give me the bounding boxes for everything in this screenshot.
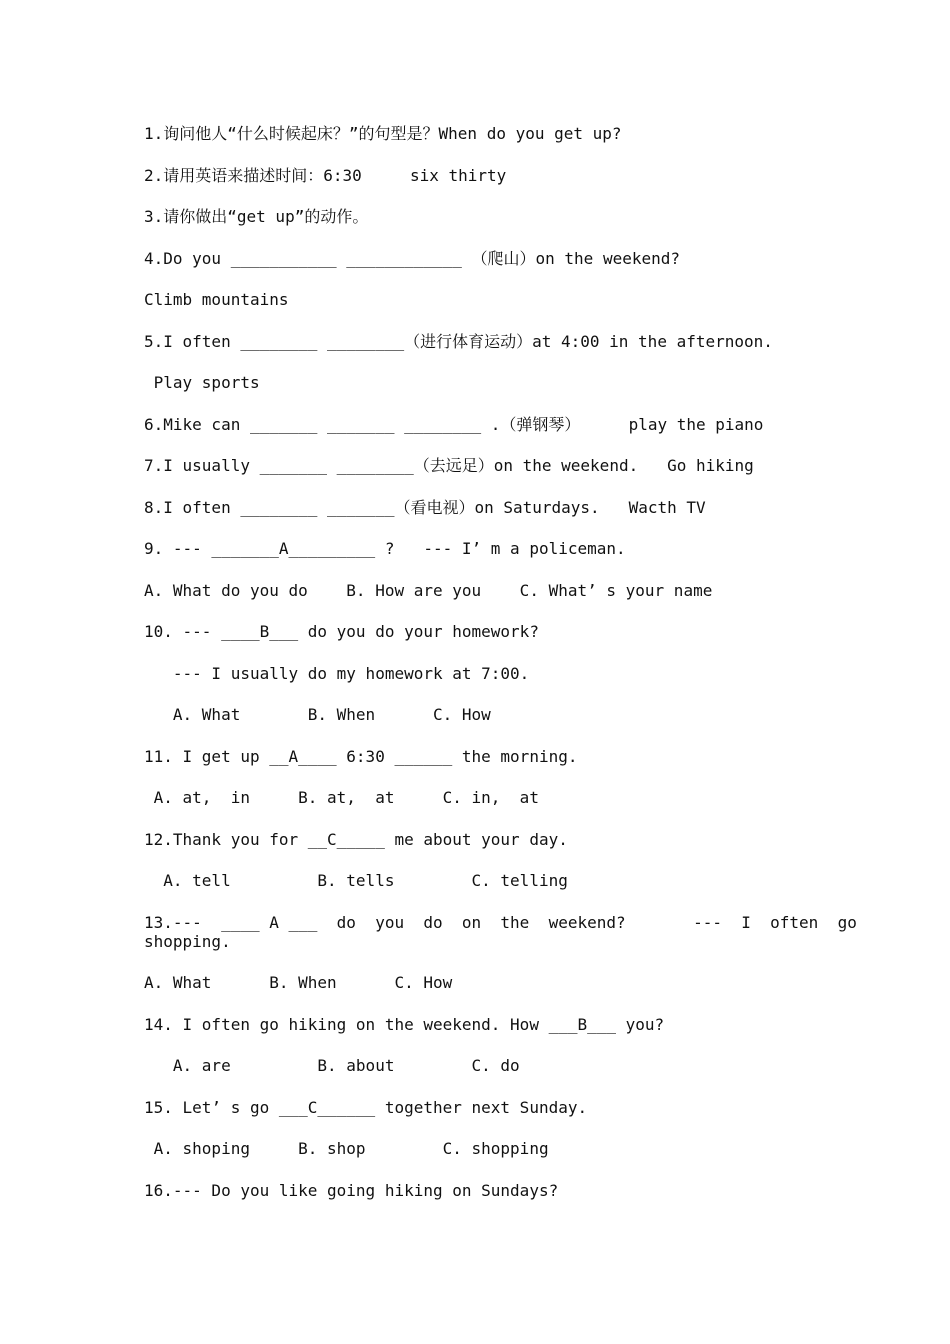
question-1: 1.询问他人“什么时候起床？”的句型是？When do you get up? <box>144 124 622 143</box>
question-7: 7.I usually _______ ________（去远足）on the weekend. Go hiking <box>144 456 754 475</box>
options-15: A. shoping B. shop C. shopping <box>144 1139 549 1158</box>
options-13: A. What B. When C. How <box>144 973 453 992</box>
question-13: 13.--- ____ A ___ do you do on the weekend? --- I often go <box>144 913 857 932</box>
question-8: 8.I often ________ _______（看电视）on Saturdays. Wacth TV <box>144 498 706 517</box>
answer-4: Climb mountains <box>144 290 289 309</box>
question-4: 4.Do you ___________ ____________ （爬山）on the weekend? <box>144 249 681 268</box>
question-15: 15. Let’ s go ___C______ together next Sunday. <box>144 1098 588 1117</box>
options-12: A. tell B. tells C. telling <box>144 871 568 890</box>
question-2: 2.请用英语来描述时间：6:30 six thirty <box>144 166 507 185</box>
question-10: 10. --- ____B___ do you do your homework? <box>144 622 539 641</box>
question-10-reply: --- I usually do my homework at 7:00. <box>144 664 530 683</box>
question-12: 12.Thank you for __C_____ me about your day. <box>144 830 568 849</box>
question-13-wrap: shopping. <box>144 932 231 951</box>
question-6: 6.Mike can _______ _______ ________ .（弹钢琴） play the piano <box>144 415 764 434</box>
options-11: A. at, in B. at, at C. in, at <box>144 788 539 807</box>
answer-5: Play sports <box>144 373 260 392</box>
question-16: 16.--- Do you like going hiking on Sundays? <box>144 1181 559 1200</box>
options-14: A. are B. about C. do <box>144 1056 520 1075</box>
question-11: 11. I get up __A____ 6:30 ______ the morning. <box>144 747 578 766</box>
options-9: A. What do you do B. How are you C. What’ s your name <box>144 581 713 600</box>
question-3: 3.请你做出“get up”的动作。 <box>144 207 369 226</box>
question-5: 5.I often ________ ________（进行体育运动）at 4:00 in the afternoon. <box>144 332 773 351</box>
options-10: A. What B. When C. How <box>144 705 491 724</box>
question-9: 9. --- _______A_________ ? --- I’ m a policeman. <box>144 539 626 558</box>
question-14: 14. I often go hiking on the weekend. How ___B___ you? <box>144 1015 665 1034</box>
